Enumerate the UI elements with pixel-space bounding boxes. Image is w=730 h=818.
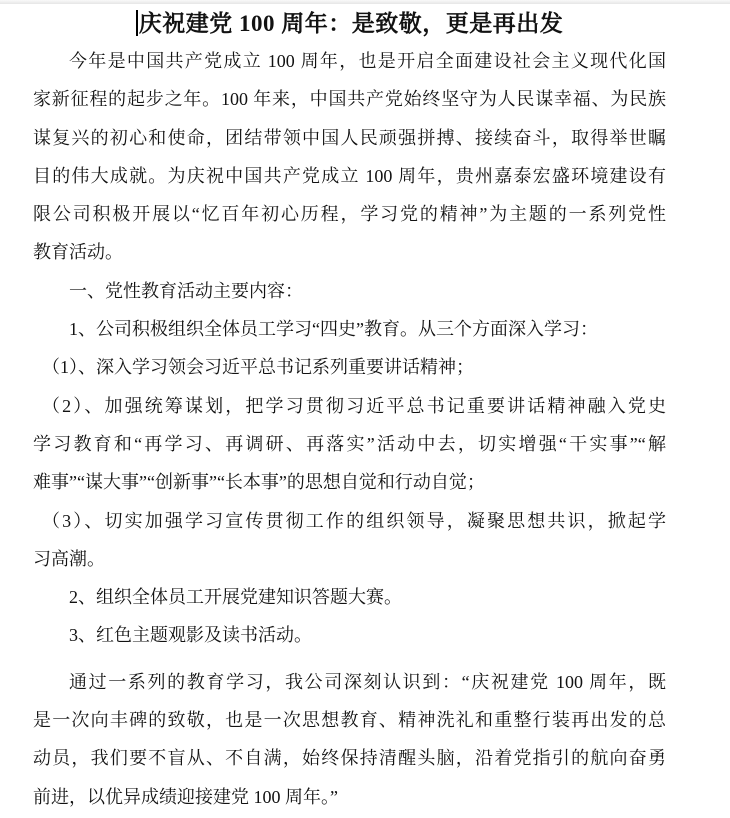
paragraph-sub-item-3 (33, 502, 666, 579)
text-line[interactable]: 教育活动。 (33, 242, 123, 263)
text-line[interactable]: 谋复兴的初心和使命，团结带领中国人民顽强拼搏、接续奋斗，取得举世瞩 (33, 127, 666, 148)
text-line[interactable]: 限公司积极开展以“忆百年初心历程，学习党的精神”为主题的一系列党性 (33, 204, 666, 225)
paragraph-sub-item-2 (33, 387, 666, 502)
paragraph-item-1 (33, 310, 666, 348)
text-line[interactable]: 通过一系列的教育学习，我公司深刻认识到：“庆祝建党 100 周年，既 (69, 671, 666, 692)
text-line[interactable]: 3、红色主题观影及读书活动。 (69, 625, 312, 646)
document-title (33, 6, 666, 42)
text-line[interactable]: 是一次向丰碑的致敬，也是一次思想教育、精神洗礼和重整行装再出发的总 (33, 710, 666, 731)
document-body[interactable] (0, 6, 730, 816)
paragraph-intro (33, 42, 666, 272)
paragraph-item-3 (33, 616, 666, 654)
text-line[interactable]: （2）、加强统筹谋划，把学习贯彻习近平总书记重要讲话精神融入党史 (42, 395, 666, 416)
text-line[interactable]: 1、公司积极组织全体员工学习“四史”教育。从三个方面深入学习： (69, 319, 598, 340)
paragraph-conclusion (33, 663, 666, 816)
document-content (33, 42, 666, 816)
document-title-text: 庆祝建党 100 周年：是致敬，更是再出发 (138, 11, 564, 36)
text-line[interactable]: 目的伟大成就。为庆祝中国共产党成立 100 周年，贵州嘉泰宏盛环境建设有 (33, 165, 666, 186)
text-line[interactable]: 家新征程的起步之年。100 年来，中国共产党始终坚守为人民谋幸福、为民族 (33, 89, 666, 110)
text-line[interactable]: （3）、切实加强学习宣传贯彻工作的组织领导，凝聚思想共识，掀起学 (42, 510, 666, 531)
paragraph-item-2 (33, 578, 666, 616)
text-line[interactable]: 学习教育和“再学习、再调研、再落实”活动中去，切实增强“干实事”“解 (33, 433, 666, 454)
text-cursor (136, 10, 138, 36)
text-line[interactable]: 习高潮。 (33, 548, 105, 569)
text-line[interactable]: 动员，我们要不盲从、不自满，始终保持清醒头脑，沿着党指引的航向奋勇 (33, 748, 666, 769)
paragraph-section-heading (33, 272, 666, 310)
window-top-edge (0, 0, 730, 4)
text-line[interactable]: 难事”“谋大事”“创新事”“长本事”的思想自觉和行动自觉； (33, 472, 485, 493)
text-line[interactable]: 前进，以优异成绩迎接建党 100 周年。” (33, 786, 338, 807)
paragraph-sub-item-1 (33, 348, 666, 386)
text-line[interactable]: 今年是中国共产党成立 100 周年，也是开启全面建设社会主义现代化国 (69, 51, 666, 71)
text-line[interactable]: 一、党性教育活动主要内容： (69, 280, 303, 301)
text-line[interactable]: （1）、深入学习领会习近平总书记系列重要讲话精神； (42, 357, 474, 378)
text-line[interactable]: 2、组织全体员工开展党建知识答题大赛。 (69, 587, 402, 608)
